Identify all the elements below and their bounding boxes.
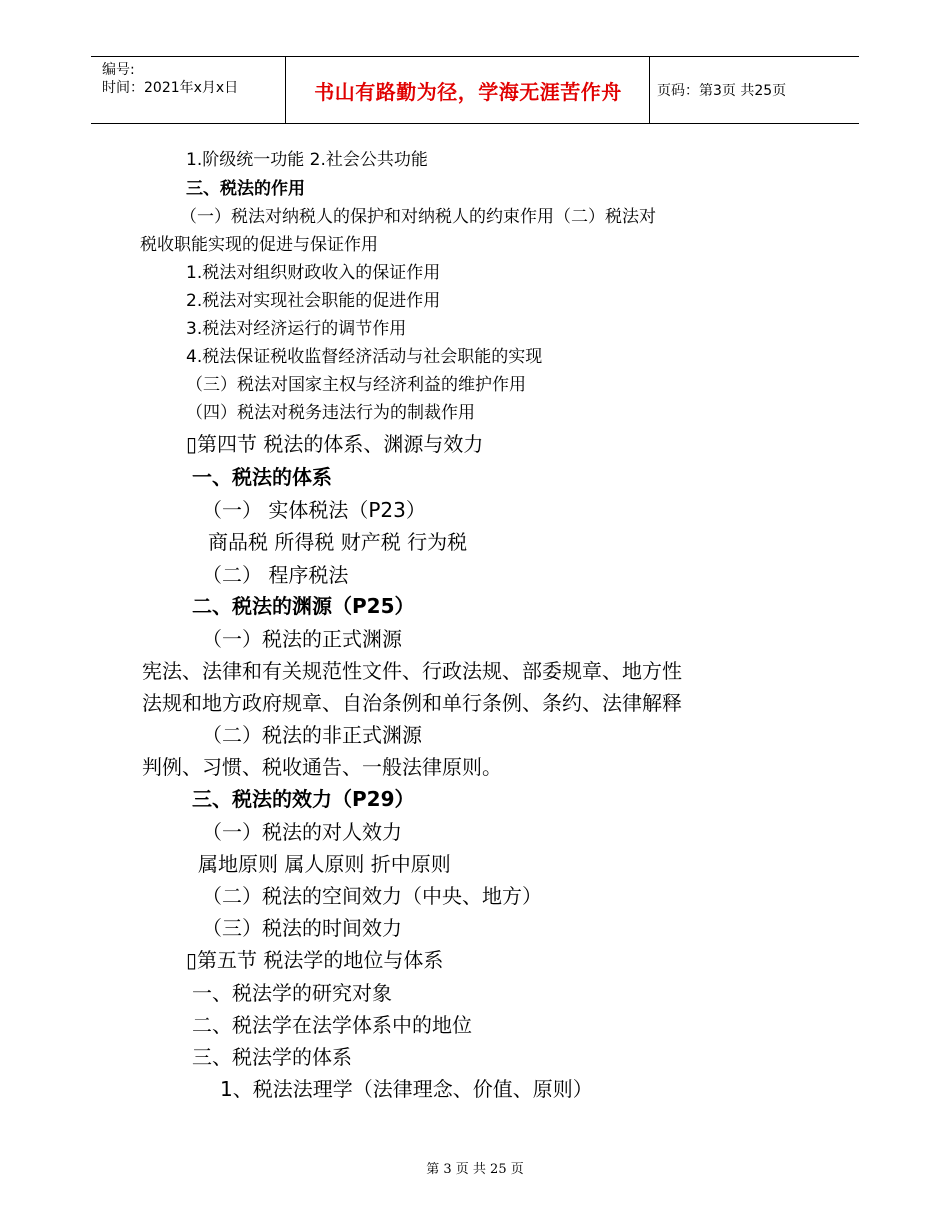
text-line: 1.税法对组织财政收入的保证作用 <box>186 263 441 283</box>
text-line: （四）税法对税务违法行为的制裁作用 <box>186 403 475 423</box>
text-line: 一、税法学的研究对象 <box>192 981 392 1005</box>
time-label: 时间：2021年x月x日 <box>102 80 239 96</box>
bullet-icon: ▯ <box>186 432 198 456</box>
text-line: 商品税 所得税 财产税 行为税 <box>208 530 468 554</box>
text-line: 属地原则 属人原则 折中原则 <box>198 852 451 876</box>
section-heading: 三、税法的作用 <box>186 179 305 199</box>
page-header <box>91 56 859 124</box>
text-line: 4.税法保证税收监督经济活动与社会职能的实现 <box>186 347 543 367</box>
text-line: （二）税法的空间效力（中央、地方） <box>202 884 542 908</box>
text-line: 1.阶级统一功能 2.社会公共功能 <box>186 150 428 170</box>
text-line: 2.税法对实现社会职能的促进作用 <box>186 291 441 311</box>
text-line: 税收职能实现的促进与保证作用 <box>140 235 378 255</box>
header-divider-right <box>649 57 650 123</box>
text-line: 二、税法学在法学体系中的地位 <box>192 1013 472 1037</box>
text-line: 判例、习惯、税收通告、一般法律原则。 <box>142 755 502 779</box>
chapter-heading: ▯第四节 税法的体系、渊源与效力 <box>186 432 484 456</box>
code-label: 编号: <box>102 62 135 78</box>
text-line: （三）税法对国家主权与经济利益的维护作用 <box>186 375 526 395</box>
header-meta <box>102 61 238 97</box>
page-footer: 第 3 页 共 25 页 <box>426 1162 524 1177</box>
text-line: （二） 程序税法 <box>202 563 349 587</box>
text-line: （一） 实体税法（P23） <box>202 498 426 522</box>
text-line: 宪法、法律和有关规范性文件、行政法规、部委规章、地方性 <box>142 659 682 683</box>
section-heading: 二、税法的渊源（P25） <box>192 594 415 618</box>
text-line: （一）税法对纳税人的保护和对纳税人的约束作用（二）税法对 <box>180 207 656 227</box>
text-line: 1、税法法理学（法律理念、价值、原则） <box>220 1077 593 1101</box>
text-line: 三、税法学的体系 <box>192 1045 352 1069</box>
text-line: （一）税法的正式渊源 <box>202 627 402 651</box>
section-heading: 三、税法的效力（P29） <box>192 787 415 811</box>
text-line: （三）税法的时间效力 <box>202 916 402 940</box>
header-page-info: 页码：第3页 共25页 <box>657 83 787 99</box>
section-heading: 一、税法的体系 <box>192 465 332 489</box>
chapter-heading: ▯第五节 税法学的地位与体系 <box>186 948 444 972</box>
header-motto: 书山有路勤为径，学海无涯苦作舟 <box>314 79 622 104</box>
text-line: 法规和地方政府规章、自治条例和单行条例、条约、法律解释 <box>142 691 682 715</box>
text-line: （二）税法的非正式渊源 <box>202 723 422 747</box>
bullet-icon: ▯ <box>186 948 198 972</box>
text-line: （一）税法的对人效力 <box>202 820 402 844</box>
text-line: 3.税法对经济运行的调节作用 <box>186 319 407 339</box>
